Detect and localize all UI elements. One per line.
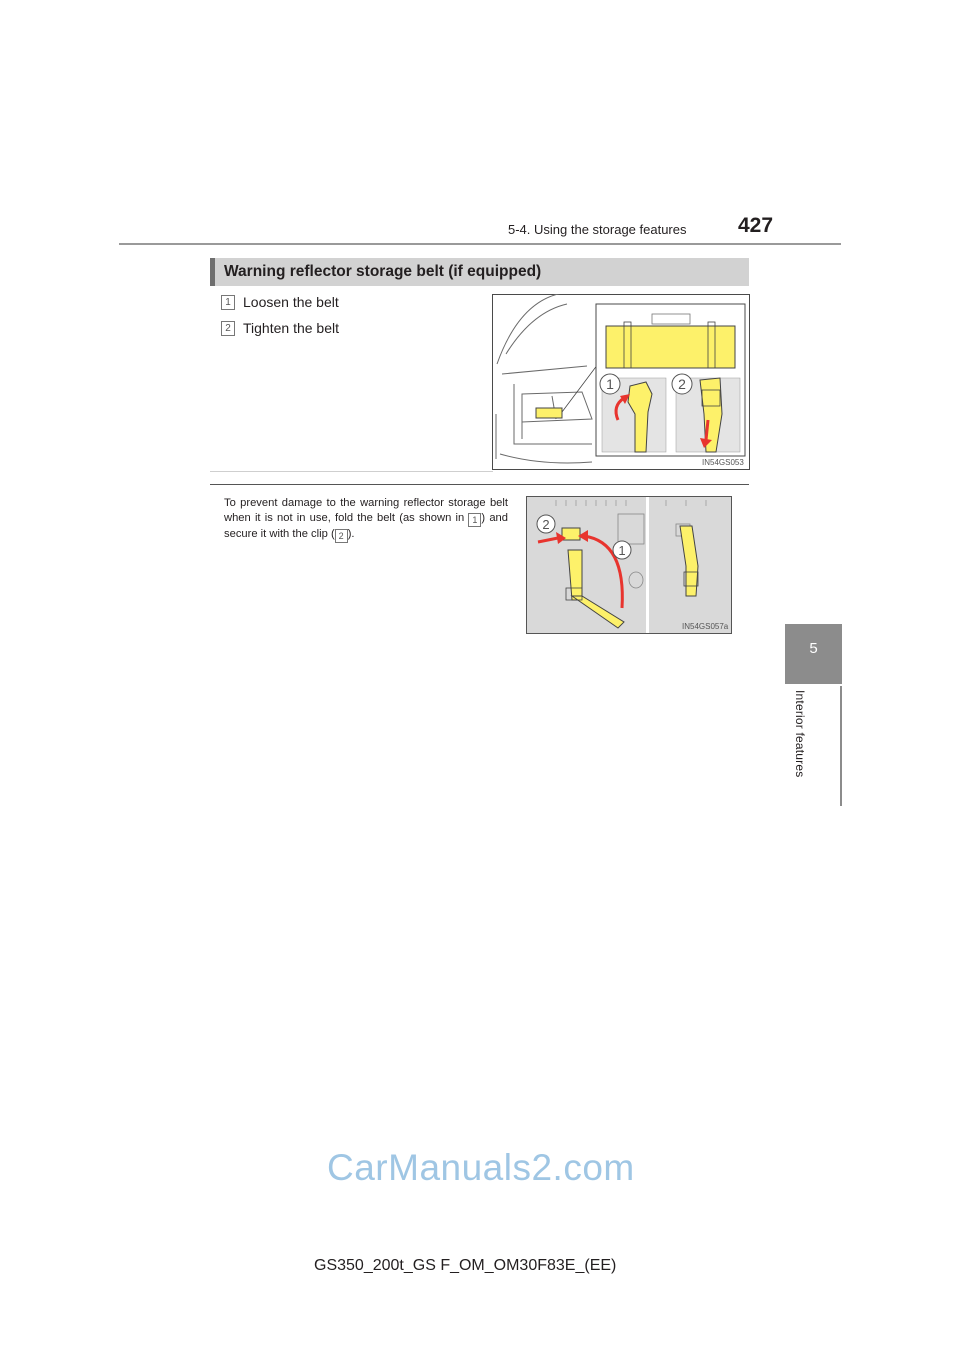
footer-document-code: GS350_200t_GS F_OM_OM30F83E_(EE)	[314, 1257, 617, 1274]
figure-belt-loosen-tighten	[492, 294, 750, 470]
section-title: Warning reflector storage belt (if equipped)	[224, 263, 542, 280]
figure1-callout-2-label: 2	[678, 376, 686, 392]
section-heading-accent	[210, 258, 215, 286]
step-text-1: Loosen the belt	[243, 294, 339, 310]
reflector-case	[606, 326, 735, 368]
note-text-after: ).	[347, 528, 355, 540]
note-divider	[210, 484, 749, 485]
note-ref-1: 1	[468, 513, 481, 527]
tighten-arrow	[706, 420, 708, 440]
figure1-code: IN54GS053	[702, 458, 744, 467]
header-rule	[119, 243, 841, 245]
figure2-callout-1-label: 1	[618, 543, 626, 558]
step-number-1: 1	[221, 295, 235, 310]
note-text-middle: ) and secure it with the clip (	[224, 512, 508, 540]
figure-belt-folding	[526, 496, 732, 634]
chapter-title: Interior features	[793, 690, 807, 778]
note-ref-2: 2	[335, 529, 348, 543]
step-text-2: Tighten the belt	[243, 320, 339, 336]
running-header-section: 5-4. Using the storage features	[508, 222, 687, 237]
step-divider	[210, 471, 493, 472]
reflector-highlight	[536, 408, 562, 418]
note-paragraph	[224, 496, 508, 543]
chapter-number: 5	[809, 640, 818, 657]
step-number-2: 2	[221, 321, 235, 336]
watermark: CarManuals2.com	[327, 1147, 635, 1188]
figure1-callout-1-label: 1	[606, 376, 614, 392]
figure2-callout-2-label: 2	[542, 517, 550, 532]
chapter-tab-line	[840, 686, 842, 806]
figure2-code: IN54GS057a	[682, 622, 729, 631]
page-number: 427	[738, 214, 774, 237]
note-text-before: To prevent damage to the warning reflector storage belt when it is not in use, fold the belt (as shown in	[224, 497, 508, 524]
